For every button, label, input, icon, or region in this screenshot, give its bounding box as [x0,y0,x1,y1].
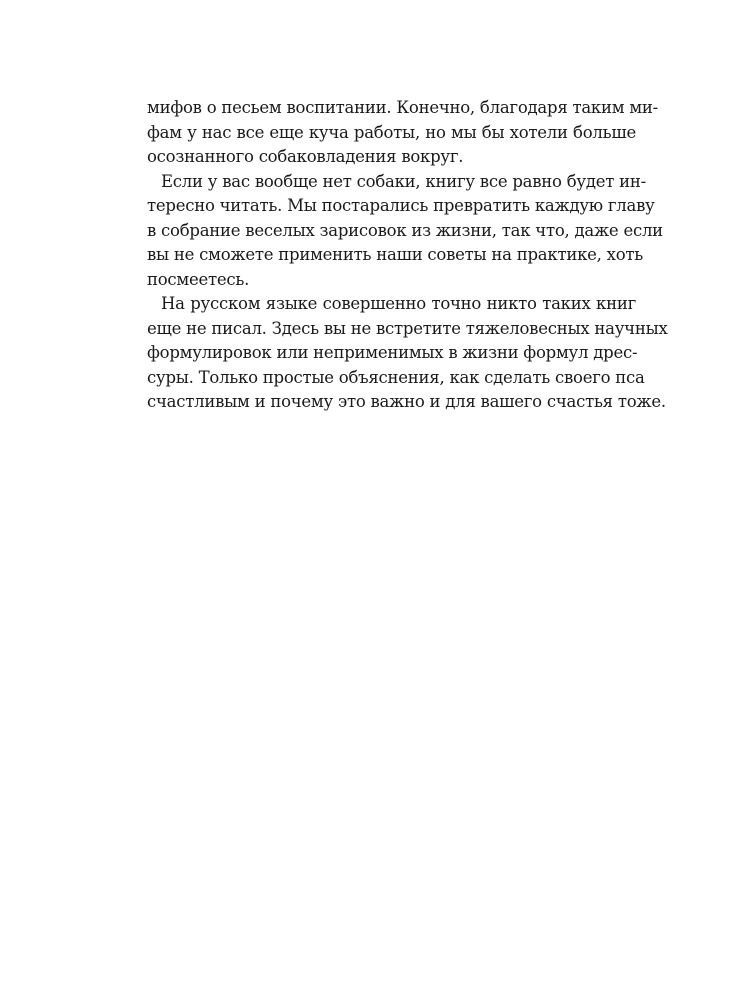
text-line: мифов о песьем воспитании. Конечно, благодаря таким ми- [147,98,658,117]
paragraph-3 [147,292,668,415]
text-line: вы не сможете применить наши советы на практике, хоть [147,245,644,264]
text-line: формулировок или неприменимых в жизни формул дрес- [147,343,638,362]
text-line: На русском языке совершенно точно никто таких книг [161,294,636,313]
text-line: еще не писал. Здесь вы не встретите тяжеловесных научных [147,318,668,338]
text-line: Если у вас вообще нет собаки, книгу все равно будет ин- [161,171,646,191]
text-line: тересно читать. Мы постарались превратить каждую главу [147,196,655,215]
paragraph-2 [147,170,663,293]
text-line: фам у нас все еще куча работы, но мы бы хотели больше [147,122,636,142]
text-line: посмеетесь. [147,269,250,289]
text-line: суры. Только простые объяснения, как сделать своего пса [147,367,645,387]
paragraph-1 [147,96,658,170]
body-text [147,96,668,415]
text-line: счастливым и почему это важно и для вашего счастья тоже. [147,392,666,411]
text-line: осознанного собаковладения вокруг. [147,147,464,166]
text-line: в собрание веселых зарисовок из жизни, так что, даже если [147,220,663,240]
